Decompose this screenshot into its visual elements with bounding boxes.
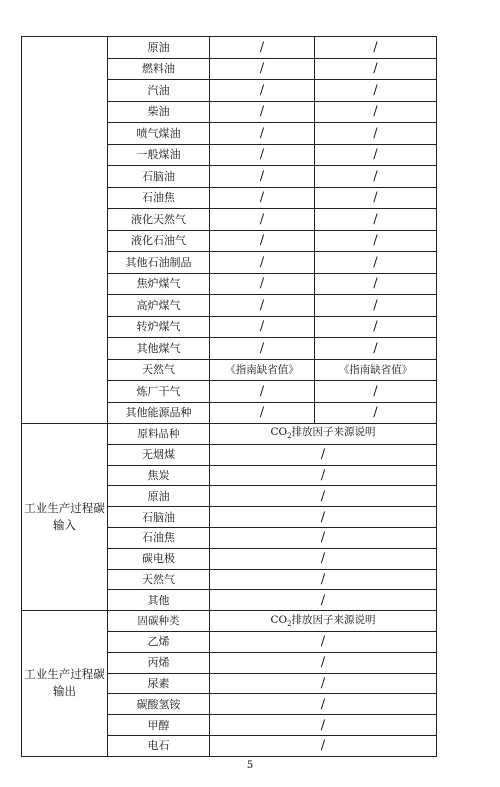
- fuel-name-cell: 其他煤气: [108, 338, 210, 360]
- item-value-cell: /: [210, 569, 437, 590]
- fuel-name-cell: 汽油: [108, 80, 210, 102]
- item-name-cell: 原油: [108, 486, 210, 507]
- carbon-input-category-cell: 工业生产过程碳输入: [22, 424, 108, 611]
- fuel-name-cell: 焦炉煤气: [108, 273, 210, 295]
- column-header: 原料品种: [108, 424, 210, 445]
- table-body: [22, 37, 437, 757]
- column-header: [210, 611, 437, 632]
- fuel-value-cell: /: [315, 187, 437, 209]
- fuel-value-cell: /: [315, 273, 437, 295]
- fuel-value-cell: /: [210, 295, 315, 317]
- fuel-value-cell: /: [315, 381, 437, 403]
- carbon-output-category-cell: 工业生产过程碳输出: [22, 611, 108, 757]
- item-name-cell: 其他: [108, 590, 210, 611]
- fuel-value-cell: /: [315, 37, 437, 59]
- item-name-cell: 石脑油: [108, 507, 210, 528]
- fuel-name-cell: 石脑油: [108, 166, 210, 188]
- fuel-value-cell: /: [210, 58, 315, 80]
- item-name-cell: 尿素: [108, 673, 210, 694]
- item-name-cell: 天然气: [108, 569, 210, 590]
- table-header-row: [22, 611, 437, 632]
- fuel-value-cell: /: [315, 338, 437, 360]
- item-value-cell: /: [210, 673, 437, 694]
- header-subscript: 2: [287, 619, 292, 628]
- fuel-value-cell: /: [210, 381, 315, 403]
- item-value-cell: /: [210, 548, 437, 569]
- item-name-cell: 石油焦: [108, 527, 210, 548]
- item-name-cell: 碳酸氢铵: [108, 694, 210, 715]
- item-name-cell: 焦炭: [108, 465, 210, 486]
- fuel-name-cell: 转炉煤气: [108, 316, 210, 338]
- header-text: CO: [270, 426, 288, 439]
- fuel-category-cell: [22, 37, 108, 424]
- item-value-cell: /: [210, 465, 437, 486]
- fuel-name-cell: 石油焦: [108, 187, 210, 209]
- item-name-cell: 乙烯: [108, 631, 210, 652]
- header-text: 排放因子来源说明: [291, 426, 376, 439]
- fuel-value-cell: /: [210, 252, 315, 274]
- item-value-cell: /: [210, 444, 437, 465]
- fuel-name-cell: 柴油: [108, 101, 210, 123]
- header-subscript: 2: [287, 432, 292, 441]
- header-text: CO: [270, 613, 288, 626]
- item-value-cell: /: [210, 527, 437, 548]
- item-name-cell: 电石: [108, 735, 210, 756]
- item-name-cell: 碳电极: [108, 548, 210, 569]
- fuel-value-cell: /: [210, 101, 315, 123]
- fuel-value-cell: /: [210, 80, 315, 102]
- item-value-cell: /: [210, 694, 437, 715]
- fuel-value-cell: /: [210, 230, 315, 252]
- fuel-name-cell: 原油: [108, 37, 210, 59]
- fuel-name-cell: 一般煤油: [108, 144, 210, 166]
- header-text: 排放因子来源说明: [291, 613, 376, 626]
- item-name-cell: 甲醇: [108, 715, 210, 736]
- item-value-cell: /: [210, 507, 437, 528]
- item-name-cell: 无烟煤: [108, 444, 210, 465]
- fuel-name-cell: 高炉煤气: [108, 295, 210, 317]
- table-row: [22, 37, 437, 59]
- column-header: 固碳种类: [108, 611, 210, 632]
- item-value-cell: /: [210, 715, 437, 736]
- fuel-value-cell: /: [315, 101, 437, 123]
- item-value-cell: /: [210, 486, 437, 507]
- fuel-value-cell: /: [315, 58, 437, 80]
- fuel-value-cell: /: [315, 402, 437, 424]
- fuel-name-cell: 天然气: [108, 359, 210, 381]
- fuel-value-cell: /: [315, 316, 437, 338]
- fuel-value-cell: 《指南缺省值》: [315, 359, 437, 381]
- item-name-cell: 丙烯: [108, 652, 210, 673]
- fuel-name-cell: 其他能源品种: [108, 402, 210, 424]
- fuel-name-cell: 液化石油气: [108, 230, 210, 252]
- fuel-name-cell: 液化天然气: [108, 209, 210, 231]
- fuel-value-cell: /: [315, 144, 437, 166]
- fuel-name-cell: 炼厂干气: [108, 381, 210, 403]
- fuel-value-cell: /: [210, 338, 315, 360]
- item-value-cell: /: [210, 652, 437, 673]
- fuel-value-cell: /: [210, 123, 315, 145]
- fuel-value-cell: /: [315, 252, 437, 274]
- emission-factor-table: [21, 36, 437, 757]
- fuel-value-cell: /: [315, 80, 437, 102]
- item-value-cell: /: [210, 590, 437, 611]
- fuel-value-cell: 《指南缺省值》: [210, 359, 315, 381]
- fuel-value-cell: /: [210, 166, 315, 188]
- item-value-cell: /: [210, 735, 437, 756]
- fuel-value-cell: /: [210, 402, 315, 424]
- column-header: [210, 424, 437, 445]
- fuel-name-cell: 其他石油制品: [108, 252, 210, 274]
- fuel-value-cell: /: [315, 123, 437, 145]
- fuel-value-cell: /: [210, 273, 315, 295]
- fuel-value-cell: /: [210, 209, 315, 231]
- fuel-value-cell: /: [315, 230, 437, 252]
- fuel-value-cell: /: [210, 316, 315, 338]
- fuel-value-cell: /: [315, 209, 437, 231]
- fuel-value-cell: /: [210, 144, 315, 166]
- fuel-value-cell: /: [315, 295, 437, 317]
- fuel-value-cell: /: [315, 166, 437, 188]
- fuel-name-cell: 燃料油: [108, 58, 210, 80]
- table-header-row: [22, 424, 437, 445]
- fuel-value-cell: /: [210, 187, 315, 209]
- page-number: 5: [246, 760, 254, 771]
- fuel-value-cell: /: [210, 37, 315, 59]
- item-value-cell: /: [210, 631, 437, 652]
- fuel-name-cell: 喷气煤油: [108, 123, 210, 145]
